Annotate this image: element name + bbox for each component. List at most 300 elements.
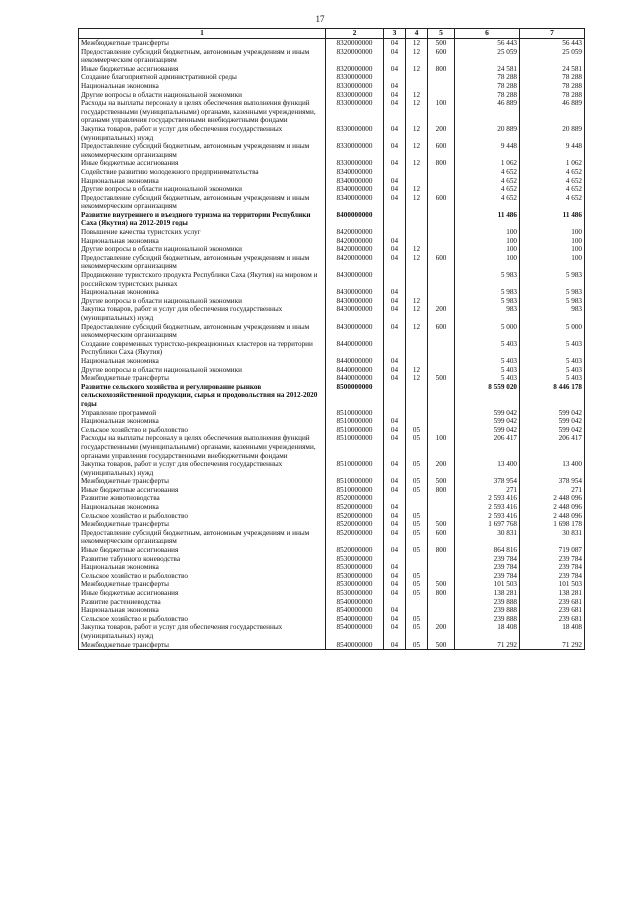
table-cell-c5: 200	[428, 623, 455, 640]
table-cell-c5	[428, 245, 455, 254]
table-cell-c5	[428, 572, 455, 581]
table-cell-code: 8540000000	[326, 598, 384, 607]
table-cell-code: 8510000000	[326, 417, 384, 426]
table-cell-code: 8540000000	[326, 641, 384, 650]
table-row	[79, 477, 585, 486]
table-cell-c4: 12	[406, 366, 428, 375]
table-cell-c5: 800	[428, 486, 455, 495]
table-row	[79, 142, 585, 159]
table-cell-c3: 04	[384, 503, 406, 512]
table-cell-code: 8430000000	[326, 297, 384, 306]
table-cell-c3: 04	[384, 512, 406, 521]
table-cell-name: Закупка товаров, работ и услуг для обеспечения государственных (муниципальных) нужд	[79, 460, 326, 477]
table-cell-c3	[384, 271, 406, 288]
table-cell-c5	[428, 606, 455, 615]
table-cell-c5: 600	[428, 194, 455, 211]
table-cell-v6: 378 954	[455, 477, 520, 486]
table-cell-v7: 46 889	[520, 99, 585, 125]
table-cell-c4: 12	[406, 185, 428, 194]
table-cell-c3: 04	[384, 82, 406, 91]
table-cell-v6: 5 983	[455, 271, 520, 288]
table-cell-c3: 04	[384, 520, 406, 529]
table-cell-v6: 206 417	[455, 434, 520, 460]
table-cell-c4	[406, 177, 428, 186]
table-cell-c3: 04	[384, 142, 406, 159]
table-row	[79, 503, 585, 512]
table-row	[79, 288, 585, 297]
table-row	[79, 177, 585, 186]
table-cell-v6: 56 443	[455, 39, 520, 48]
table-cell-v7: 1 698 178	[520, 520, 585, 529]
table-cell-name: Межбюджетные трансферты	[79, 374, 326, 383]
table-cell-code: 8430000000	[326, 323, 384, 340]
table-cell-v6: 1 697 768	[455, 520, 520, 529]
table-cell-name: Межбюджетные трансферты	[79, 580, 326, 589]
table-cell-c3	[384, 340, 406, 357]
table-row	[79, 486, 585, 495]
budget-table	[78, 28, 585, 650]
table-cell-c4	[406, 73, 428, 82]
table-cell-c4: 12	[406, 65, 428, 74]
table-cell-c3: 04	[384, 417, 406, 426]
table-row	[79, 99, 585, 125]
table-cell-c4: 12	[406, 323, 428, 340]
table-cell-c4: 05	[406, 426, 428, 435]
table-row	[79, 426, 585, 435]
table-cell-c4: 12	[406, 245, 428, 254]
table-cell-v7: 5 403	[520, 366, 585, 375]
table-cell-c4: 05	[406, 615, 428, 624]
page-number: 17	[315, 14, 325, 24]
table-cell-c5: 500	[428, 374, 455, 383]
table-cell-v6: 5 403	[455, 357, 520, 366]
table-cell-v6: 101 503	[455, 580, 520, 589]
table-cell-c5	[428, 82, 455, 91]
table-cell-c3: 04	[384, 194, 406, 211]
table-cell-c5	[428, 288, 455, 297]
table-cell-c4	[406, 288, 428, 297]
table-cell-code: 8520000000	[326, 503, 384, 512]
table-cell-name: Развитие табунного коневодства	[79, 555, 326, 564]
table-cell-c4: 12	[406, 91, 428, 100]
table-cell-c4: 05	[406, 520, 428, 529]
table-cell-v6: 9 448	[455, 142, 520, 159]
table-cell-v7: 8 446 178	[520, 383, 585, 409]
table-cell-c4: 12	[406, 374, 428, 383]
table-cell-v7: 5 403	[520, 357, 585, 366]
table-row	[79, 228, 585, 237]
table-cell-c3: 04	[384, 529, 406, 546]
table-row	[79, 623, 585, 640]
table-cell-c5: 600	[428, 48, 455, 65]
table-cell-c3	[384, 168, 406, 177]
table-cell-name: Предоставление субсидий бюджетным, автономным учреждениям и иным некоммерческим организациям	[79, 194, 326, 211]
table-cell-v7: 78 288	[520, 82, 585, 91]
table-cell-v6: 100	[455, 254, 520, 271]
table-cell-v7: 239 681	[520, 606, 585, 615]
table-cell-c3: 04	[384, 48, 406, 65]
table-row	[79, 323, 585, 340]
table-cell-v7: 599 042	[520, 417, 585, 426]
header-cell: 7	[520, 29, 585, 39]
table-cell-c4: 05	[406, 529, 428, 546]
table-cell-v7: 138 281	[520, 589, 585, 598]
table-cell-c4	[406, 82, 428, 91]
table-cell-v7: 78 288	[520, 91, 585, 100]
table-row	[79, 512, 585, 521]
table-cell-v7: 11 486	[520, 211, 585, 228]
table-row	[79, 254, 585, 271]
table-cell-c4: 05	[406, 434, 428, 460]
table-row	[79, 529, 585, 546]
table-cell-c3: 04	[384, 615, 406, 624]
table-cell-name: Продвижение туристского продукта Республики Саха (Якутия) на мировом и российском туристских рынках	[79, 271, 326, 288]
table-cell-c4	[406, 555, 428, 564]
table-cell-c3: 04	[384, 460, 406, 477]
table-row	[79, 159, 585, 168]
table-cell-v6: 2 593 416	[455, 512, 520, 521]
table-cell-v7: 2 448 096	[520, 494, 585, 503]
table-cell-c3	[384, 409, 406, 418]
table-cell-c4: 05	[406, 641, 428, 650]
table-cell-code: 8520000000	[326, 520, 384, 529]
table-cell-c5: 600	[428, 323, 455, 340]
table-cell-v6: 100	[455, 237, 520, 246]
table-cell-c4	[406, 340, 428, 357]
table-cell-code: 8510000000	[326, 460, 384, 477]
table-cell-c3: 04	[384, 297, 406, 306]
table-row	[79, 434, 585, 460]
table-cell-v6: 78 288	[455, 73, 520, 82]
table-row	[79, 185, 585, 194]
table-cell-name: Национальная экономика	[79, 357, 326, 366]
table-cell-code: 8330000000	[326, 125, 384, 142]
table-cell-c5	[428, 417, 455, 426]
table-cell-name: Сельское хозяйство и рыболовство	[79, 615, 326, 624]
table-cell-c5	[428, 615, 455, 624]
table-cell-v7: 9 448	[520, 142, 585, 159]
header-cell: 1	[79, 29, 326, 39]
table-cell-c4: 05	[406, 580, 428, 589]
table-cell-v6: 5 000	[455, 323, 520, 340]
table-cell-code: 8520000000	[326, 494, 384, 503]
table-cell-v6: 100	[455, 228, 520, 237]
table-cell-v7: 378 954	[520, 477, 585, 486]
table-cell-name: Закупка товаров, работ и услуг для обеспечения государственных (муниципальных) нужд	[79, 623, 326, 640]
table-cell-name: Предоставление субсидий бюджетным, автономным учреждениям и иным некоммерческим организациям	[79, 142, 326, 159]
table-cell-c4: 12	[406, 297, 428, 306]
table-cell-code: 8420000000	[326, 228, 384, 237]
table-cell-c4: 05	[406, 546, 428, 555]
table-cell-c5	[428, 237, 455, 246]
table-cell-code: 8440000000	[326, 340, 384, 357]
table-cell-c5: 100	[428, 99, 455, 125]
table-cell-name: Национальная экономика	[79, 417, 326, 426]
table-cell-code: 8510000000	[326, 426, 384, 435]
table-cell-name: Другие вопросы в области национальной экономики	[79, 245, 326, 254]
table-cell-v7: 4 652	[520, 185, 585, 194]
table-cell-v6: 78 288	[455, 91, 520, 100]
table-cell-code: 8440000000	[326, 357, 384, 366]
table-cell-c5	[428, 383, 455, 409]
table-cell-c5: 500	[428, 39, 455, 48]
table-cell-c3: 04	[384, 39, 406, 48]
table-cell-v7: 5 403	[520, 374, 585, 383]
table-cell-v7: 719 087	[520, 546, 585, 555]
table-cell-code: 8530000000	[326, 563, 384, 572]
header-cell: 5	[428, 29, 455, 39]
table-cell-v6: 239 784	[455, 563, 520, 572]
table-cell-v6: 599 042	[455, 409, 520, 418]
table-cell-c3: 04	[384, 305, 406, 322]
table-cell-v7: 78 288	[520, 73, 585, 82]
table-cell-c3: 04	[384, 99, 406, 125]
table-cell-v6: 4 652	[455, 185, 520, 194]
table-cell-code: 8540000000	[326, 606, 384, 615]
header-cell: 2	[326, 29, 384, 39]
table-cell-c4	[406, 228, 428, 237]
table-cell-v6: 18 408	[455, 623, 520, 640]
table-cell-name: Предоставление субсидий бюджетным, автономным учреждениям и иным некоммерческим организациям	[79, 254, 326, 271]
table-cell-v7: 18 408	[520, 623, 585, 640]
table-cell-code: 8330000000	[326, 82, 384, 91]
table-cell-code: 8330000000	[326, 99, 384, 125]
table-row	[79, 494, 585, 503]
table-cell-v7: 30 831	[520, 529, 585, 546]
table-cell-c4	[406, 357, 428, 366]
table-cell-code: 8330000000	[326, 159, 384, 168]
table-cell-v6: 239 888	[455, 598, 520, 607]
table-cell-name: Расходы на выплаты персоналу в целях обеспечения выполнения функций государственными (муниципальными) органами, казенными учреждениями, органами управления государственными внебюджетными фондами	[79, 434, 326, 460]
table-cell-c3	[384, 73, 406, 82]
table-cell-c4: 12	[406, 125, 428, 142]
table-row	[79, 271, 585, 288]
table-cell-code: 8440000000	[326, 366, 384, 375]
table-cell-v6: 983	[455, 305, 520, 322]
table-cell-name: Национальная экономика	[79, 177, 326, 186]
table-cell-code: 8330000000	[326, 91, 384, 100]
table-cell-c3: 04	[384, 641, 406, 650]
table-row	[79, 383, 585, 409]
table-cell-name: Межбюджетные трансферты	[79, 39, 326, 48]
table-cell-c4	[406, 237, 428, 246]
table-cell-c5: 800	[428, 159, 455, 168]
table-cell-c5	[428, 228, 455, 237]
table-cell-v6: 4 652	[455, 168, 520, 177]
table-cell-name: Национальная экономика	[79, 563, 326, 572]
table-row	[79, 211, 585, 228]
table-cell-name: Национальная экономика	[79, 606, 326, 615]
table-cell-name: Национальная экономика	[79, 237, 326, 246]
table-cell-v7: 1 062	[520, 159, 585, 168]
table-cell-c4	[406, 503, 428, 512]
table-cell-c3: 04	[384, 366, 406, 375]
table-cell-c4: 12	[406, 99, 428, 125]
table-row	[79, 460, 585, 477]
table-cell-code: 8340000000	[326, 185, 384, 194]
table-cell-v7: 983	[520, 305, 585, 322]
table-cell-c5	[428, 211, 455, 228]
table-cell-c5: 800	[428, 65, 455, 74]
table-cell-code: 8420000000	[326, 245, 384, 254]
table-cell-c5	[428, 503, 455, 512]
table-cell-v6: 1 062	[455, 159, 520, 168]
table-cell-c5: 500	[428, 580, 455, 589]
table-cell-v7: 4 652	[520, 194, 585, 211]
table-cell-name: Иные бюджетные ассигнования	[79, 546, 326, 555]
table-cell-name: Иные бюджетные ассигнования	[79, 159, 326, 168]
table-cell-c4: 12	[406, 159, 428, 168]
table-cell-c4	[406, 409, 428, 418]
table-cell-v6: 25 059	[455, 48, 520, 65]
table-cell-c3: 04	[384, 245, 406, 254]
table-cell-name: Развитие сельского хозяйства и регулирование рынков сельскохозяйственной продукции, сырья и продовольствия на 2012-2020 годы	[79, 383, 326, 409]
table-cell-v7: 56 443	[520, 39, 585, 48]
table-cell-v6: 71 292	[455, 641, 520, 650]
table-cell-v7: 599 042	[520, 426, 585, 435]
table-cell-c4: 12	[406, 142, 428, 159]
table-cell-c5: 500	[428, 520, 455, 529]
table-cell-c3: 04	[384, 589, 406, 598]
table-cell-v6: 239 888	[455, 615, 520, 624]
table-cell-v7: 13 400	[520, 460, 585, 477]
table-cell-v7: 101 503	[520, 580, 585, 589]
table-row	[79, 520, 585, 529]
table-cell-c5	[428, 177, 455, 186]
table-cell-c3: 04	[384, 426, 406, 435]
table-cell-code: 8520000000	[326, 546, 384, 555]
table-cell-c5: 500	[428, 477, 455, 486]
table-cell-name: Предоставление субсидий бюджетным, автономным учреждениям и иным некоммерческим организациям	[79, 529, 326, 546]
table-row	[79, 91, 585, 100]
table-cell-c4: 05	[406, 477, 428, 486]
table-cell-v7: 100	[520, 254, 585, 271]
table-cell-v7: 2 448 096	[520, 512, 585, 521]
table-row	[79, 65, 585, 74]
table-cell-code: 8420000000	[326, 254, 384, 271]
table-cell-c5	[428, 168, 455, 177]
table-cell-name: Содействие развитию молодежного предпринимательства	[79, 168, 326, 177]
table-cell-code: 8540000000	[326, 623, 384, 640]
table-cell-v6: 46 889	[455, 99, 520, 125]
table-cell-v7: 71 292	[520, 641, 585, 650]
table-cell-name: Развитие животноводства	[79, 494, 326, 503]
table-cell-c5: 600	[428, 254, 455, 271]
table-cell-name: Управление программой	[79, 409, 326, 418]
table-cell-c5	[428, 366, 455, 375]
table-cell-name: Иные бюджетные ассигнования	[79, 486, 326, 495]
table-cell-v6: 4 652	[455, 177, 520, 186]
table-cell-c5	[428, 357, 455, 366]
table-cell-v6: 2 593 416	[455, 503, 520, 512]
table-cell-c5	[428, 91, 455, 100]
table-cell-v7: 100	[520, 228, 585, 237]
table-cell-name: Другие вопросы в области национальной экономики	[79, 185, 326, 194]
table-cell-name: Национальная экономика	[79, 503, 326, 512]
table-cell-c5: 800	[428, 546, 455, 555]
table-cell-name: Иные бюджетные ассигнования	[79, 589, 326, 598]
table-cell-v7: 100	[520, 245, 585, 254]
table-cell-name: Закупка товаров, работ и услуг для обеспечения государственных (муниципальных) нужд	[79, 125, 326, 142]
table-cell-c4	[406, 211, 428, 228]
table-cell-v6: 2 593 416	[455, 494, 520, 503]
table-cell-c3: 04	[384, 177, 406, 186]
table-cell-v7: 239 784	[520, 555, 585, 564]
table-row	[79, 374, 585, 383]
table-cell-c5: 200	[428, 305, 455, 322]
table-row	[79, 606, 585, 615]
table-cell-c4: 12	[406, 305, 428, 322]
table-cell-v6: 239 784	[455, 572, 520, 581]
table-row	[79, 245, 585, 254]
table-cell-code: 8430000000	[326, 305, 384, 322]
table-cell-v7: 5 983	[520, 297, 585, 306]
table-cell-v7: 206 417	[520, 434, 585, 460]
table-cell-c5	[428, 340, 455, 357]
table-cell-code: 8430000000	[326, 288, 384, 297]
table-cell-c3: 04	[384, 580, 406, 589]
table-cell-c3	[384, 555, 406, 564]
table-cell-name: Сельское хозяйство и рыболовство	[79, 426, 326, 435]
table-cell-v6: 239 888	[455, 606, 520, 615]
table-row	[79, 340, 585, 357]
table-cell-code: 8320000000	[326, 48, 384, 65]
table-cell-c4	[406, 598, 428, 607]
table-row	[79, 73, 585, 82]
table-row	[79, 572, 585, 581]
table-cell-name: Сельское хозяйство и рыболовство	[79, 512, 326, 521]
table-cell-v6: 4 652	[455, 194, 520, 211]
table-cell-c3: 04	[384, 606, 406, 615]
table-cell-c4: 05	[406, 572, 428, 581]
table-cell-v6: 100	[455, 245, 520, 254]
table-cell-c4: 12	[406, 254, 428, 271]
header-cell: 4	[406, 29, 428, 39]
table-cell-c5	[428, 73, 455, 82]
table-cell-c5: 500	[428, 641, 455, 650]
header-row	[79, 29, 585, 39]
table-cell-v7: 100	[520, 237, 585, 246]
table-cell-name: Межбюджетные трансферты	[79, 641, 326, 650]
table-cell-name: Закупка товаров, работ и услуг для обеспечения государственных (муниципальных) нужд	[79, 305, 326, 322]
table-cell-code: 8530000000	[326, 580, 384, 589]
table-cell-c5: 600	[428, 529, 455, 546]
table-cell-c3: 04	[384, 185, 406, 194]
table-cell-v6: 271	[455, 486, 520, 495]
table-row	[79, 641, 585, 650]
table-cell-v6: 239 784	[455, 555, 520, 564]
table-cell-c4: 05	[406, 512, 428, 521]
table-cell-v7: 239 681	[520, 598, 585, 607]
table-cell-c3: 04	[384, 477, 406, 486]
table-cell-c3	[384, 228, 406, 237]
table-cell-c5	[428, 512, 455, 521]
table-cell-v7: 4 652	[520, 177, 585, 186]
table-cell-v6: 78 288	[455, 82, 520, 91]
table-cell-code: 8510000000	[326, 486, 384, 495]
table-row	[79, 417, 585, 426]
table-cell-c3	[384, 383, 406, 409]
table-cell-c3	[384, 598, 406, 607]
table-cell-c4: 05	[406, 486, 428, 495]
table-row	[79, 297, 585, 306]
table-row	[79, 39, 585, 48]
table-row	[79, 615, 585, 624]
table-cell-name: Повышение качества туристских услуг	[79, 228, 326, 237]
table-row	[79, 563, 585, 572]
table-cell-c5: 200	[428, 460, 455, 477]
table-cell-v7: 24 581	[520, 65, 585, 74]
